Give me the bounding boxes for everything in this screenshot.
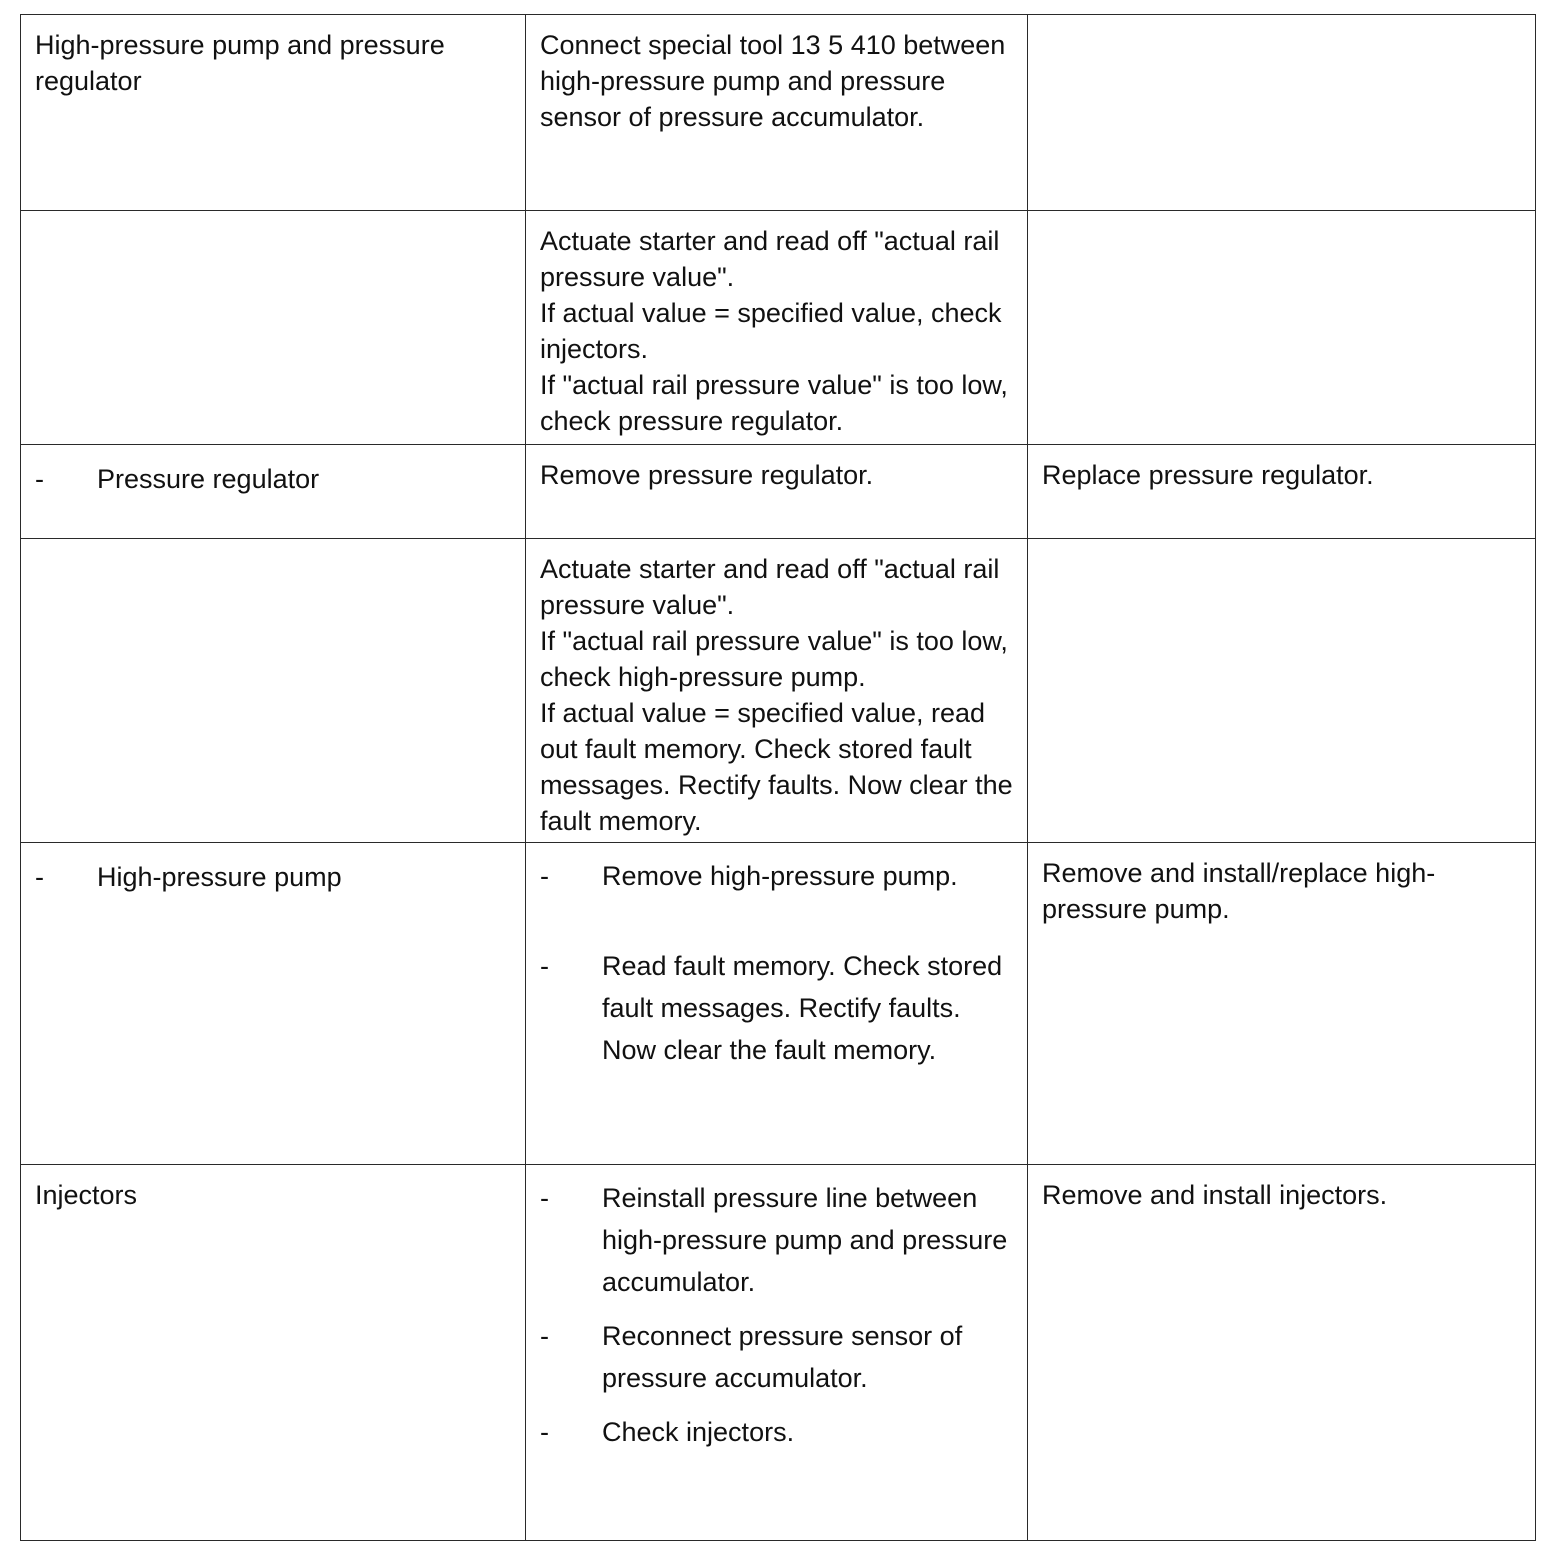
remedy-cell: [1028, 843, 1536, 1165]
table-row: [21, 1165, 1536, 1541]
dash-marker: -: [35, 862, 44, 892]
component-cell: [21, 15, 526, 211]
procedure-text: Remove pressure regulator.: [540, 460, 874, 490]
procedure-cell: [526, 539, 1028, 843]
remedy-text: Replace pressure regulator.: [1042, 460, 1374, 490]
remedy-cell: [1028, 1165, 1536, 1541]
list-item: [540, 945, 1013, 1071]
procedure-cell: [526, 1165, 1028, 1541]
procedure-list: [540, 855, 1013, 1071]
procedure-step: Check injectors.: [602, 1417, 795, 1447]
procedure-text: If "actual rail pressure value" is too low, check high-pressure pump.: [540, 626, 1008, 692]
component-label: Injectors: [35, 1180, 138, 1210]
procedure-text: Connect special tool 13 5 410 between high-pressure pump and pressure sensor of pressure accumulator.: [540, 30, 1006, 132]
dash-marker: -: [540, 1321, 549, 1351]
procedure-text: Actuate starter and read off "actual rail pressure value".: [540, 554, 1000, 620]
procedure-table: [20, 14, 1536, 1541]
procedure-text: If "actual rail pressure value" is too low, check pressure regulator.: [540, 370, 1008, 436]
table-row: [21, 445, 1536, 539]
remedy-text: Remove and install injectors.: [1042, 1180, 1388, 1210]
procedure-text: If actual value = specified value, check injectors.: [540, 298, 1002, 364]
remedy-cell: [1028, 15, 1536, 211]
component-cell: [21, 1165, 526, 1541]
dash-marker: -: [540, 1417, 549, 1447]
procedure-cell: [526, 211, 1028, 445]
dash-marker: -: [540, 861, 549, 891]
list-item: [540, 1411, 1013, 1453]
component-cell: [21, 539, 526, 843]
table-row: [21, 211, 1536, 445]
dash-marker: -: [540, 1183, 549, 1213]
remedy-cell: [1028, 539, 1536, 843]
component-cell: [21, 445, 526, 539]
procedure-text: If actual value = specified value, read out fault memory. Check stored fault messages. Rectify faults. Now clear the fault memory.: [540, 698, 1013, 836]
procedure-cell: [526, 445, 1028, 539]
component-label: High-pressure pump: [97, 862, 342, 892]
remedy-cell: [1028, 211, 1536, 445]
remedy-text: Remove and install/replace high-pressure pump.: [1042, 858, 1436, 924]
table-row: [21, 843, 1536, 1165]
procedure-step: Reinstall pressure line between high-pressure pump and pressure accumulator.: [602, 1183, 1008, 1297]
component-cell: [21, 211, 526, 445]
dash-marker: -: [540, 951, 549, 981]
component-label: High-pressure pump and pressure regulator: [35, 30, 445, 96]
dash-marker: -: [35, 464, 44, 494]
procedure-cell: [526, 843, 1028, 1165]
component-label: Pressure regulator: [97, 464, 320, 494]
list-item: [540, 1315, 1013, 1399]
table-row: [21, 15, 1536, 211]
list-item: [540, 1177, 1013, 1303]
procedure-list: [540, 1177, 1013, 1453]
table-row: [21, 539, 1536, 843]
procedure-text: Actuate starter and read off "actual rail pressure value".: [540, 226, 1000, 292]
procedure-step: Read fault memory. Check stored fault messages. Rectify faults. Now clear the fault memory.: [602, 951, 1003, 1065]
list-item: [540, 855, 1013, 897]
remedy-cell: [1028, 445, 1536, 539]
procedure-step: Reconnect pressure sensor of pressure accumulator.: [602, 1321, 963, 1393]
procedure-step: Remove high-pressure pump.: [602, 861, 958, 891]
procedure-cell: [526, 15, 1028, 211]
component-cell: [21, 843, 526, 1165]
